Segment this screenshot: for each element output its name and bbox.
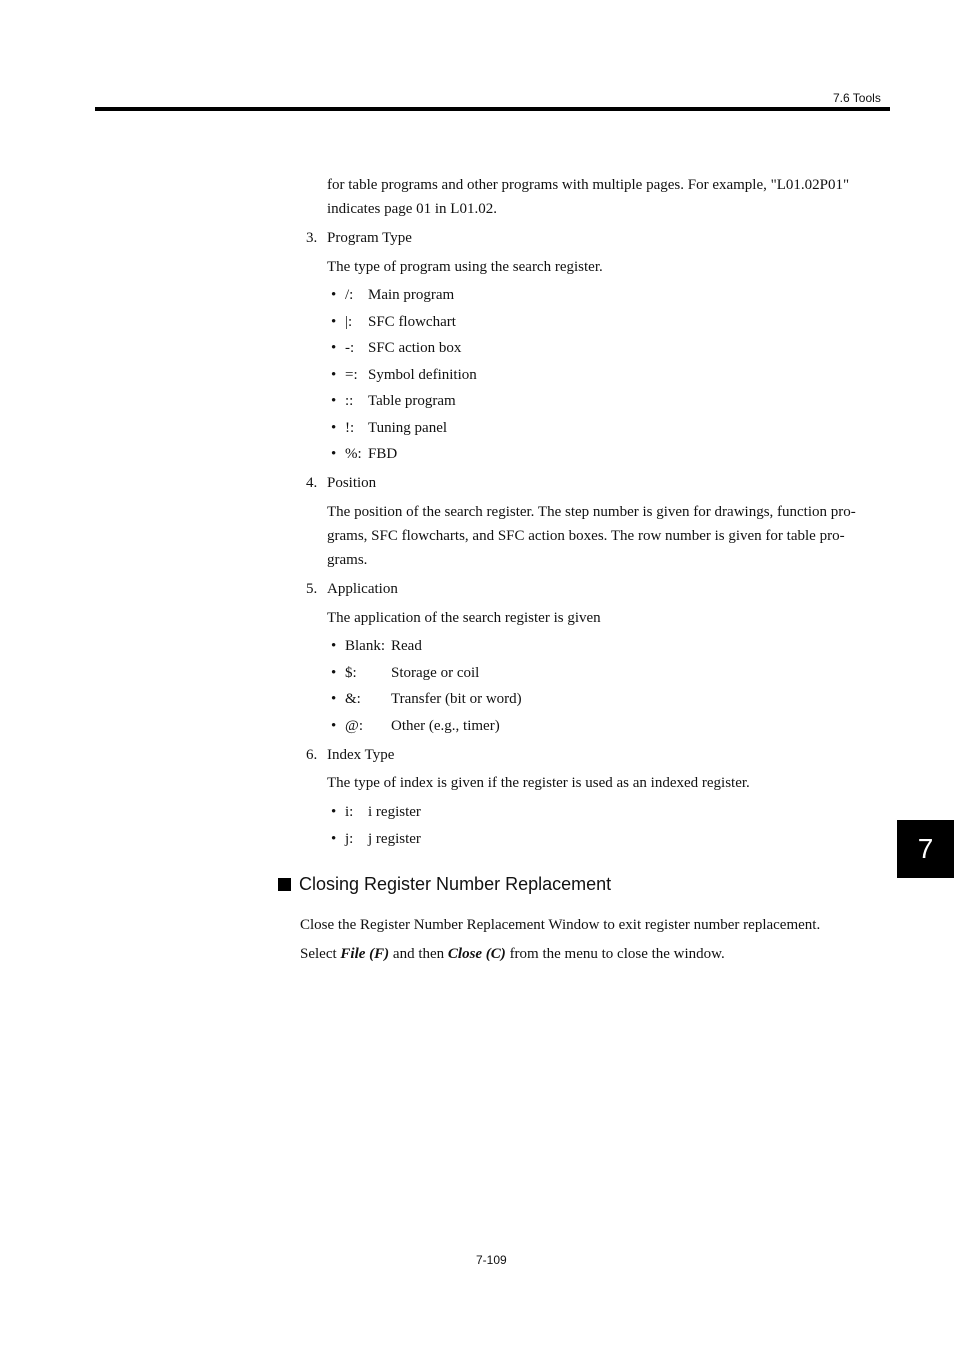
item-title-position: Position [327, 475, 377, 491]
program-type-code: |: [345, 314, 353, 330]
index-type-code: i: [345, 804, 354, 820]
application-description: The application of the search register is given [327, 610, 601, 626]
program-type-code: -: [345, 340, 355, 356]
running-header: 7.6 Tools [833, 91, 881, 105]
program-type-text: FBD [368, 446, 398, 462]
intro-line-1: for table programs and other programs with multiple pages. For example, "L01.02P01" [327, 177, 850, 193]
item-title-program-type: Program Type [327, 230, 412, 246]
index-type-text: i register [368, 804, 421, 820]
program-type-code: !: [345, 420, 355, 436]
program-type-text: Main program [368, 287, 455, 303]
program-type-code: =: [345, 367, 358, 383]
item-number-6: 6. [306, 747, 318, 763]
chapter-tab: 7 [897, 820, 954, 878]
program-type-text: SFC action box [368, 340, 462, 356]
bullet-icon: • [331, 446, 337, 462]
index-type-code: j: [345, 831, 354, 847]
item-title-application: Application [327, 581, 398, 597]
application-code: &: [345, 691, 361, 707]
index-type-text: j register [368, 831, 421, 847]
program-type-text: Tuning panel [368, 420, 448, 436]
position-line-2: grams, SFC flowcharts, and SFC action boxes. The row number is given for table pro- [327, 528, 845, 544]
menu-file: File (F) [340, 946, 390, 962]
page-number: 7-109 [476, 1253, 507, 1267]
application-text: Other (e.g., timer) [391, 718, 500, 734]
item-number-5: 5. [306, 581, 318, 597]
program-type-code: %: [345, 446, 362, 462]
index-type-description: The type of index is given if the register is used as an indexed register. [327, 775, 750, 791]
header-rule [95, 107, 890, 111]
application-code: Blank: [345, 638, 385, 654]
bullet-icon: • [331, 393, 337, 409]
program-type-code: :: [345, 393, 354, 409]
closing-line-2 [300, 945, 725, 963]
section-heading [278, 874, 611, 895]
item-title-index-type: Index Type [327, 747, 395, 763]
closing-suffix: from the menu to close the window. [505, 946, 725, 962]
closing-line-1: Close the Register Number Replacement Window to exit register number replacement. [300, 917, 821, 933]
item-number-4: 4. [306, 475, 318, 491]
bullet-icon: • [331, 340, 337, 356]
closing-select-prefix: Select [300, 946, 341, 962]
item-number-3: 3. [306, 230, 318, 246]
application-code: $: [345, 665, 357, 681]
section-heading-text: Closing Register Number Replacement [299, 874, 612, 894]
application-text: Storage or coil [391, 665, 480, 681]
bullet-icon: • [331, 638, 337, 654]
bullet-icon: • [331, 367, 337, 383]
bullet-icon: • [331, 665, 337, 681]
program-type-code: /: [345, 287, 354, 303]
program-type-description: The type of program using the search register. [327, 259, 603, 275]
position-line-1: The position of the search register. The step number is given for drawings, function pro- [327, 504, 856, 520]
application-text: Read [391, 638, 422, 654]
program-type-text: Table program [368, 393, 456, 409]
square-bullet-icon [278, 878, 291, 891]
bullet-icon: • [331, 718, 337, 734]
bullet-icon: • [331, 314, 337, 330]
bullet-icon: • [331, 804, 337, 820]
program-type-text: SFC flowchart [368, 314, 456, 330]
application-code: @: [345, 718, 363, 734]
position-line-3: grams. [327, 552, 368, 568]
bullet-icon: • [331, 420, 337, 436]
bullet-icon: • [331, 691, 337, 707]
bullet-icon: • [331, 287, 337, 303]
closing-and-then: and then [389, 946, 448, 962]
menu-close: Close (C) [447, 946, 506, 962]
program-type-text: Symbol definition [368, 367, 477, 383]
application-text: Transfer (bit or word) [391, 691, 522, 707]
bullet-icon: • [331, 831, 337, 847]
intro-line-2: indicates page 01 in L01.02. [327, 201, 497, 217]
